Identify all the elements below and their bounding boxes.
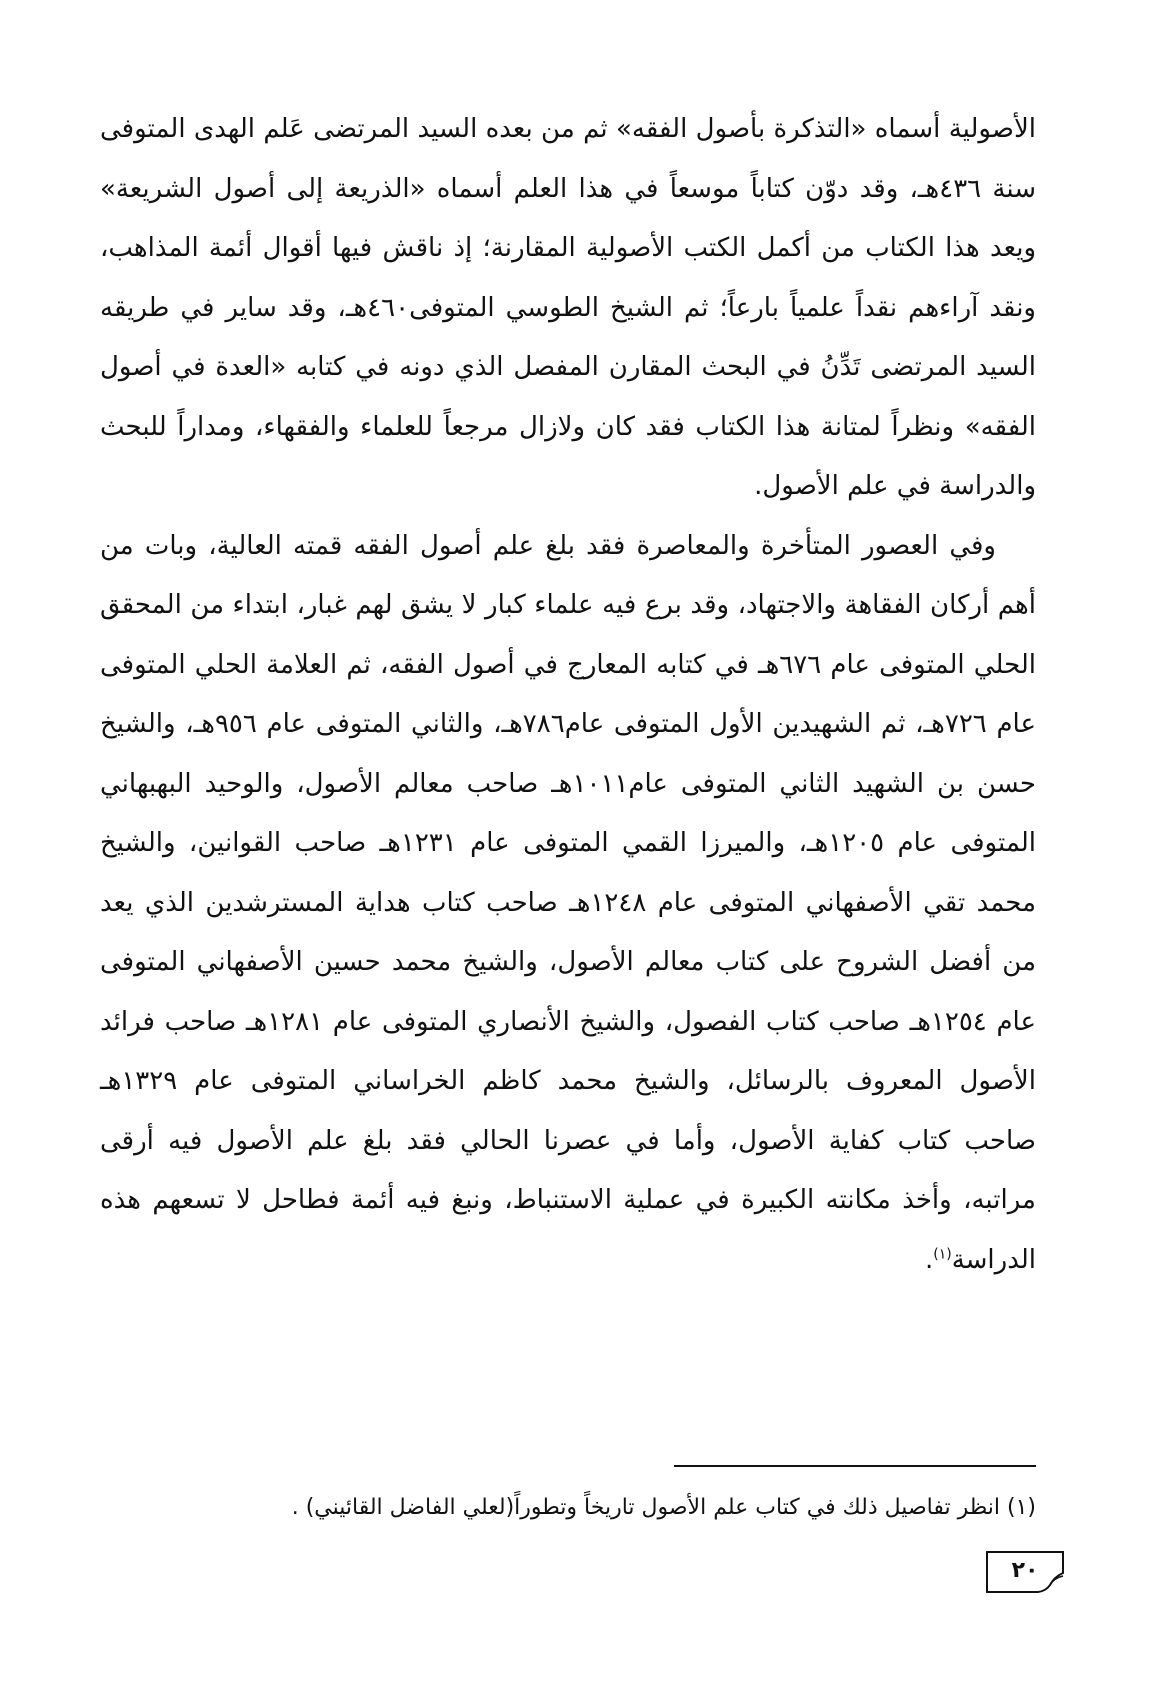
main-text [100, 100, 1036, 1290]
footnote-reference: (١) [933, 1245, 952, 1262]
page-number: ٢٠ [1011, 1558, 1039, 1583]
page-number-frame [984, 1549, 1066, 1595]
paragraph-end-mark: . [924, 1244, 934, 1275]
paragraph-continuation: الأصولية أسماه «التذكرة بأصول الفقه» ثم من بعده السيد المرتضى عَلم الهدى المتوفى سنة ٤٣٦هـ، وقد دوّن كتاباً موسعاً في هذا العلم أسماه «الذريعة إلى أصول الشريعة» ويعد هذا الكتاب من أكمل الكتب الأصولية المقارنة؛ إذ ناقش فيها أقوال أئمة المذاهب، ونقد آراءهم نقداً علمياً بارعاً؛ ثم الشيخ الطوسي المتوفى٤٦٠هـ، وقد ساير في طريقه السيد المرتضى تَدِّنُ في البحث المقارن المفصل الذي دونه في كتابه «العدة في أصول الفقه» ونظراً لمتانة هذا الكتاب فقد كان ولازال مرجعاً للعلماء والفقهاء، ومداراً للبحث والدراسة في علم الأصول. [100, 114, 1036, 501]
footnote-separator [674, 1465, 1036, 1467]
paragraph-modern-era-text: وفي العصور المتأخرة والمعاصرة فقد بلغ علم أصول الفقه قمته العالية، وبات من أهم أركان الفقاهة والاجتهاد، وقد برع فيه علماء كبار لا يشق لهم غبار، ابتداء من المحقق الحلي المتوفى عام ٦٧٦هـ في كتابه المعارج في أصول الفقه، ثم العلامة الحلي المتوفى عام ٧٢٦هـ، ثم الشهيدين الأول المتوفى عام٧٨٦هـ، والثاني المتوفى عام ٩٥٦هـ، والشيخ حسن بن الشهيد الثاني المتوفى عام١٠١١هـ صاحب معالم الأصول، والوحيد البهبهاني المتوفى عام ١٢٠٥هـ، والميرزا القمي المتوفى عام ١٢٣١هـ صاحب القوانين، والشيخ محمد تقي الأصفهاني المتوفى عام ١٢٤٨هـ صاحب كتاب هداية المسترشدين الذي يعد من أفضل الشروح على كتاب معالم الأصول، والشيخ محمد حسين الأصفهاني المتوفى عام ١٢٥٤هـ صاحب كتاب الفصول، والشيخ الأنصاري المتوفى عام ١٢٨١هـ صاحب فرائد الأصول المعروف بالرسائل، والشيخ محمد كاظم الخراساني المتوفى عام ١٣٢٩هـ صاحب كتاب كفاية الأصول، وأما في عصرنا الحالي فقد بلغ علم الأصول فيه أرقى مراتبه، وأخذ مكانته الكبيرة في عملية الاستنباط، ونبغ فيه أئمة فطاحل لا تسعهم هذه الدراسة [100, 530, 1037, 1275]
paragraph-modern-era [100, 517, 1036, 1291]
footnote: (١) انظر تفاصيل ذلك في كتاب علم الأصول تاريخاً وتطوراً(لعلي الفاضل القائيني) . [291, 1495, 1036, 1520]
